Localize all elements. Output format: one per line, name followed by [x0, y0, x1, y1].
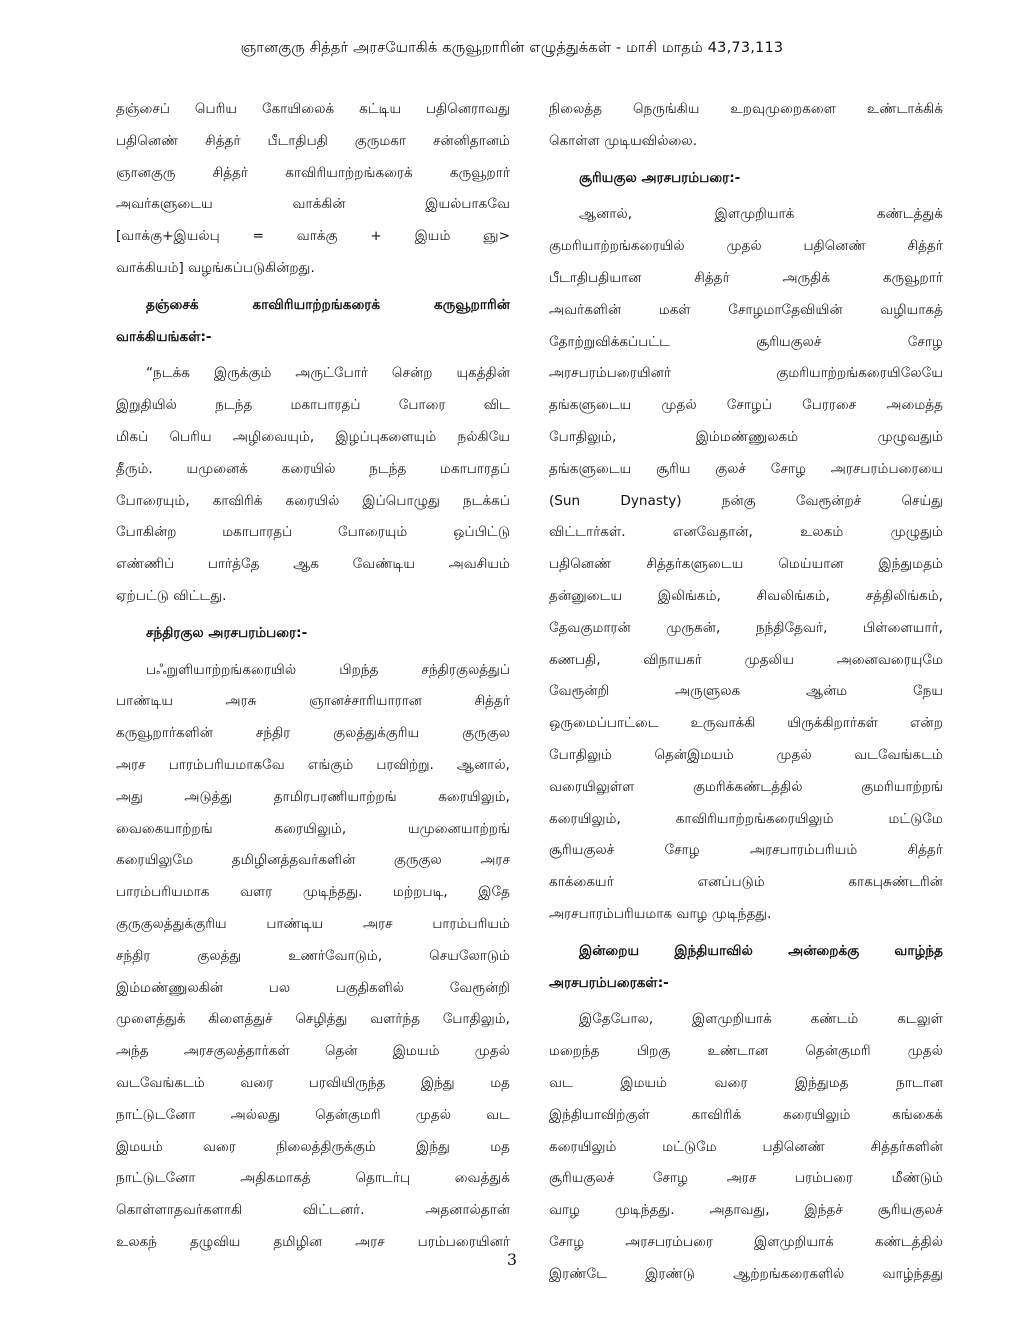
right-column — [549, 94, 943, 1290]
text-line: இம்மண்ணுலகின் பல பகுதிகளில் வேரூன்றி — [116, 979, 510, 996]
text-line: “நடக்க இருக்கும் அருட்போர் சென்ற யுகத்தின் — [146, 365, 510, 382]
text-line: வரையிலுள்ள குமரிக்கண்டத்தில் குமரியாற்றங் — [549, 778, 943, 795]
text-line: இதேபோல, இளமுறியாக் கண்டம் கடலுள் — [579, 1011, 943, 1028]
text-line: போரையும், காவிரிக் கரையில் இப்பொழுது நடக்கப் — [116, 492, 510, 509]
paragraph-india — [549, 1004, 943, 1290]
section-heading-chandrakula: சந்திரகுல அரசபரம்பரை:- — [146, 624, 308, 641]
heading-line: அரசபரம்பரைகள்:- — [549, 974, 669, 991]
text-line: உலகந் தழுவிய தமிழின அரச பரம்பரையினர் — [116, 1233, 510, 1250]
text-line: இறுதியில் நடந்த மகாபாரதப் போரை விட — [116, 397, 510, 414]
section-heading-india — [549, 936, 943, 1000]
text-line: எண்ணிப் பார்த்தே ஆக வேண்டிய அவசியம் — [116, 556, 510, 573]
heading-line: தஞ்சைக் காவிரியாற்றங்கரைக் கருவூறாரின் — [146, 296, 510, 313]
text-line: தங்களுடைய சூரிய குலச் சோழ அரசபரம்பரையை — [549, 460, 943, 477]
text-line: நாட்டுடனோ அல்லது தென்குமரி முதல் வட — [116, 1106, 510, 1123]
text-line: கொள்ள முடியவில்லை. — [549, 132, 698, 149]
text-line: சூரியகுலச் சோழ அரசபாரம்பரியம் சித்தர் — [549, 842, 943, 859]
text-line: கரையிலும், காவிரியாற்றங்கரையிலும் மட்டுமே — [549, 810, 943, 827]
text-line: கணபதி, விநாயகர் முதலிய அனைவரையுமே — [549, 651, 943, 668]
text-line: கருவூறார்களின் சந்திர குலத்துக்குரிய குருகுல — [116, 725, 510, 742]
text-line: கரையிலுமே தமிழினத்தவர்களின் குருகுல அரச — [116, 852, 510, 869]
text-line: முளைத்துக் கிளைத்துச் செழித்து வளர்ந்த போதிலும், — [116, 1011, 510, 1028]
text-line: குருகுலத்துக்குரிய பாண்டிய அரச பாரம்பரியம் — [116, 915, 510, 932]
text-line: தஞ்சைப் பெரிய கோயிலைக் கட்டிய பதினெராவது — [116, 101, 510, 117]
text-line: வேரூன்றி அருளுலக ஆன்ம நேய — [549, 683, 943, 700]
text-line: பஃறுளியாற்றங்கரையில் பிறந்த சந்திரகுலத்துப் — [146, 661, 510, 678]
text-line: குமரியாற்றங்கரையில் முதல் பதினெண் சித்தர் — [549, 238, 943, 255]
text-line: (Sun Dynasty) நன்கு வேரூன்றச் செய்து — [549, 492, 943, 509]
text-line: மறைந்த பிறகு உண்டான தென்குமரி முதல் — [549, 1043, 943, 1060]
text-line: ஏற்பட்டு விட்டது. — [116, 587, 227, 604]
page-header: ஞானகுரு சித்தர் அரசயோகிக் கருவூறாரின் எழுத்துக்கள் - மாசி மாதம் 43,73,113 — [240, 40, 784, 56]
text-line: போதிலும் தென்இமயம் முதல் வடவேங்கடம் — [549, 746, 943, 763]
text-line: போதிலும், இம்மண்ணுலகம் முழுவதும் — [549, 428, 943, 445]
text-line: அரசபரம்பரையினர் குமரியாற்றங்கரையிலேயே — [549, 365, 943, 382]
section-heading-tanjai — [116, 290, 510, 354]
heading-line: இன்றைய இந்தியாவில் அன்றைக்கு வாழ்ந்த — [579, 942, 943, 959]
text-line: கொள்ளாதவர்களாகி விட்டனர். அதனால்தான் — [116, 1202, 510, 1219]
text-line: அவர்களுடைய வாக்கின் இயல்பாகவே — [116, 196, 510, 213]
text-line: இரண்டே இரண்டு ஆற்றங்கரைகளில் வாழ்ந்தது — [549, 1265, 943, 1282]
paragraph-continued — [549, 94, 943, 158]
text-line: கரையிலும் மட்டுமே பதினெண் சித்தர்களின் — [549, 1138, 943, 1155]
text-line: பாண்டிய அரசு ஞானச்சாரியாரான சித்தர் — [116, 693, 510, 710]
text-line: சூரியகுலச் சோழ அரச பரம்பரை மீண்டும் — [549, 1170, 943, 1187]
text-line: வைகையாற்றங் கரையிலும், யமுனையாற்றங் — [116, 820, 510, 837]
heading-line: வாக்கியங்கள்:- — [116, 328, 212, 345]
text-line: தோற்றுவிக்கப்பட்ட சூரியகுலச் சோழ — [549, 333, 943, 350]
text-line: தன்னுடைய இலிங்கம், சிவலிங்கம், சத்திலிங்கம், — [549, 587, 943, 604]
text-line: நிலைத்த நெருங்கிய உறவுமுறைகளை உண்டாக்கிக் — [549, 101, 943, 117]
text-line: வாக்கியம்] வழங்கப்படுகின்றது. — [116, 259, 315, 276]
text-line: பாரம்பரியமாக வளர முடிந்தது. மற்றபடி, இதே — [116, 884, 510, 901]
text-line: இமயம் வரை நிலைத்திருக்கும் இந்து மத — [116, 1138, 510, 1155]
text-line: வாழ முடிந்தது. அதாவது, இந்தச் சூரியகுலச் — [549, 1202, 943, 1219]
text-line: தங்களுடைய முதல் சோழப் பேரரசை அமைத்த — [549, 397, 943, 414]
text-line: சந்திர குலத்து உணர்வோடும், செயலோடும் — [116, 947, 510, 964]
paragraph-suryakula — [549, 199, 943, 930]
text-line: மிகப் பெரிய அழிவையும், இழப்புகளையும் நல்கியே — [116, 428, 510, 445]
text-line: அது அடுத்து தாமிரபரணியாற்றங் கரையிலும், — [116, 788, 510, 805]
text-line: பதினெண் சித்தர் பீடாதிபதி குருமகா சன்னிதானம் — [116, 132, 510, 149]
text-line: தீரும். யமுனைக் கரையில் நடந்த மகாபாரதப் — [116, 460, 510, 477]
text-line: அரச பாரம்பரியமாகவே எங்கும் பரவிற்று. ஆனால், — [116, 756, 510, 773]
text-line: [வாக்கு+இயல்பு = வாக்கு + இயம் ஞு> — [116, 228, 510, 245]
text-line: ஞானகுரு சித்தர் காவிரியாற்றங்கரைக் கருவூறார் — [116, 164, 510, 181]
section-heading-suryakula: சூரியகுல அரசபரம்பரை:- — [579, 169, 741, 186]
text-line: சோழ அரசபரம்பரை இளமுறியாக் கண்டத்தில் — [549, 1233, 943, 1250]
left-column — [116, 94, 510, 1259]
text-line: வட இமயம் வரை இந்துமத நாடான — [549, 1074, 943, 1091]
paragraph-2 — [116, 358, 510, 612]
page-number: 3 — [506, 1250, 518, 1269]
text-line: பீடாதிபதியான சித்தர் அருதிக் கருவூறார் — [549, 269, 943, 286]
text-line: ஒருமைப்பாட்டை உருவாக்கி யிருக்கிறார்கள் என்ற — [549, 715, 943, 732]
text-line: வடவேங்கடம் வரை பரவியிருந்த இந்து மத — [116, 1074, 510, 1091]
text-line: பதினெண் சித்தர்களுடைய மெய்யான இந்துமதம் — [549, 556, 943, 573]
text-line: அரசபாரம்பரியமாக வாழ முடிந்தது. — [549, 905, 772, 922]
text-line: விட்டார்கள். எனவேதான், உலகம் முழுதும் — [549, 524, 943, 541]
paragraph-3 — [116, 655, 510, 1259]
text-line: தேவகுமாரன் முருகன், நந்திதேவர், பிள்ளையார், — [549, 619, 943, 636]
text-line: அந்த அரசகுலத்தார்கள் தென் இமயம் முதல் — [116, 1043, 510, 1060]
text-line: காக்கையர் எனப்படும் காகபுசுண்டரின் — [549, 874, 943, 891]
paragraph-1 — [116, 94, 510, 285]
text-line: நாட்டுடனோ அதிகமாகத் தொடர்பு வைத்துக் — [116, 1170, 510, 1187]
text-line: போகின்ற மகாபாரதப் போரையும் ஒப்பிட்டு — [116, 524, 510, 541]
text-line: ஆனால், இளமுறியாக் கண்டத்துக் — [579, 206, 943, 223]
text-line: இந்தியாவிற்குள் காவிரிக் கரையிலும் கங்கைக் — [549, 1106, 943, 1123]
text-line: அவர்களின் மகள் சோழமாதேவியின் வழியாகத் — [549, 301, 943, 318]
